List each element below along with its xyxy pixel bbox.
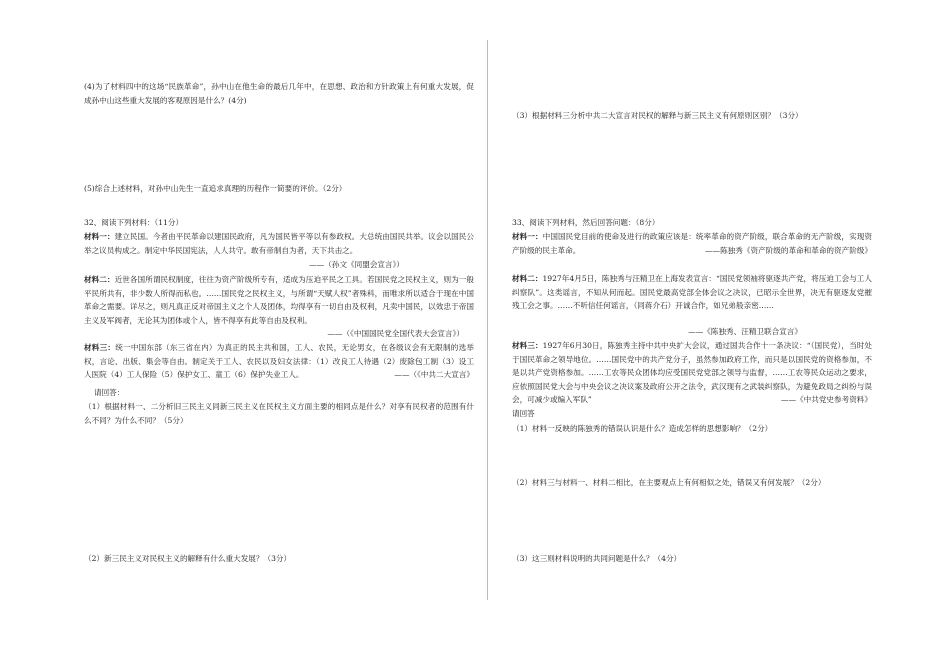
question-33-1: （1）材料一反映的陈独秀的错误认识是什么？造成怎样的思想影响？（2分） [512, 424, 773, 433]
material-2-text: 1927年4月5日，陈独秀与汪精卫在上海发表宣言：“国民党领袖将驱逐共产党，将压迫工会与工人纠察队”。这类谣言，不知从何而起。国民党最高党部全体会议之决议，已昭示全世界，决无有驱逐友党摧残工会之事。……不听信任何谣言，（同蒋介石）开诚合作，如兄弟般亲密…… [512, 274, 873, 311]
question-4: (4)为了材料四中的这场“民族革命”，孙中山在他生命的最后几年中，在思想、政治和方针政策上有何重大发展，促成孙中山这些重大发展的客观原因是什么？(4分) [84, 82, 474, 105]
question-32-3: （3）根据材料三分析中共二大宣言对民权的解释与新三民主义有何原则区别？（3分） [512, 111, 803, 120]
ask-label: 请回答 [512, 409, 535, 418]
question-32-1: （1）根据材料一、二分析旧三民主义同新三民主义在民权主义方面主要的相同点是什么？对享有民权者的范围有什么不同？为什么不同？（5分） [84, 402, 474, 425]
material-2-source: ——（《中国国民党全国代表大会宣言》） [327, 329, 464, 338]
material-3 [512, 339, 872, 407]
column-divider [487, 40, 488, 600]
material-1 [512, 230, 872, 257]
material-3 [84, 341, 474, 382]
material-1-text: 中国国民党目前的使命及进行的政策应该是：统率革命的资产阶级，联合革命的无产阶级，实现资产阶级的民主革命。 [512, 232, 873, 255]
question-32-2: （2）新三民主义对民权主义的解释有什么重大发展？（3分） [84, 554, 292, 563]
material-3-source: ——（《中共二大宣言》 [394, 370, 474, 380]
ask-label: 请回答： [94, 388, 125, 397]
material-3-source: ——《中共党史参考资料》 [780, 395, 872, 405]
question-5: (5)综合上述材料，对孙中山先生一直追求真理的历程作一简要的评价。（2分） [84, 184, 347, 193]
material-1-source: ——（孙文《同盟会宣言》） [309, 260, 404, 269]
material-3-text: 1927年6月30日，陈独秀主持中共中央扩大会议，通过国共合作十一条决议：“（国民党），当时处于国民革命之领导地位。……国民党中的共产党分子，虽然参加政府工作，而只是以国民党的资格参加，不是以共产党资格参加。……工农等民众团体均应受国民党党部之领导与监督，……工农等民众运动之要求，应依照国民党大会与中央会议之决议案及政府公开之法令，武汉现有之武装纠察队，为避免政局之纠纷与误会，可减少或编入军队” [512, 341, 872, 405]
material-1-text: 建立民国。今者由平民革命以建国民政府，凡为国民皆平等以有参政权。大总统由国民共举。议会以国民公举之议员构成之。制定中华民国宪法，人人共守。敢有帝制自为者，天下共击之。 [84, 232, 474, 255]
material-3-label: 材料三： [512, 341, 543, 350]
question-33-2: （2）材料三与材料一、材料二相比，在主要观点上有何相似之处，错误又有何发展？（2分） [512, 478, 826, 487]
material-2 [84, 273, 474, 327]
question-32-title: 32、阅读下列材料：（11分） [84, 218, 184, 227]
material-2 [512, 272, 872, 313]
material-1-label: 材料一： [512, 232, 543, 241]
material-1-source: ——陈独秀《资产阶级的革命和革命的资产阶级》 [704, 245, 872, 255]
material-1-label: 材料一： [84, 232, 115, 241]
material-2-source: ——《陈独秀、汪精卫联合宣言》 [688, 327, 802, 336]
question-33-title: 33、阅读下列材料，然后回答问题：（8分） [512, 218, 660, 227]
material-2-label: 材料二： [512, 274, 543, 283]
material-2-text: 近世各国所谓民权制度，往往为资产阶级所专有，适成为压迫平民之工具。若国民党之民权主义，则为一般平民所共有，非少数人所得而私也。……国民党之民权主义，与所谓“天赋人权”者殊科，而唯求所以适合于现在中国革命之需要。详尽之，则凡真正反对帝国主义之个人及团体，均得享有一切自由及权利，凡卖中国民，以效忠于帝国主义及军阀者，无论其为团体或个人，皆不得享有此等自由及权利。 [84, 275, 474, 325]
question-33-3: （3）这三则材料说明的共同问题是什么？（4分） [512, 554, 682, 563]
material-3-text: 统一中国东部（东三省在内）为真正的民主共和国，工人、农民，无论男女，在各级议会有无限制的选举权，言论、出版、集会等自由。制定关于工人、农民以及妇女法律：（1）改良工人待遇（2）废除包工制（3）设工人医院（4）工人保险（5）保护女工、童工（6）保护失业工人。 [84, 343, 474, 380]
material-3-label: 材料三： [84, 343, 116, 352]
material-2-label: 材料二： [84, 275, 115, 284]
material-1 [84, 230, 474, 257]
